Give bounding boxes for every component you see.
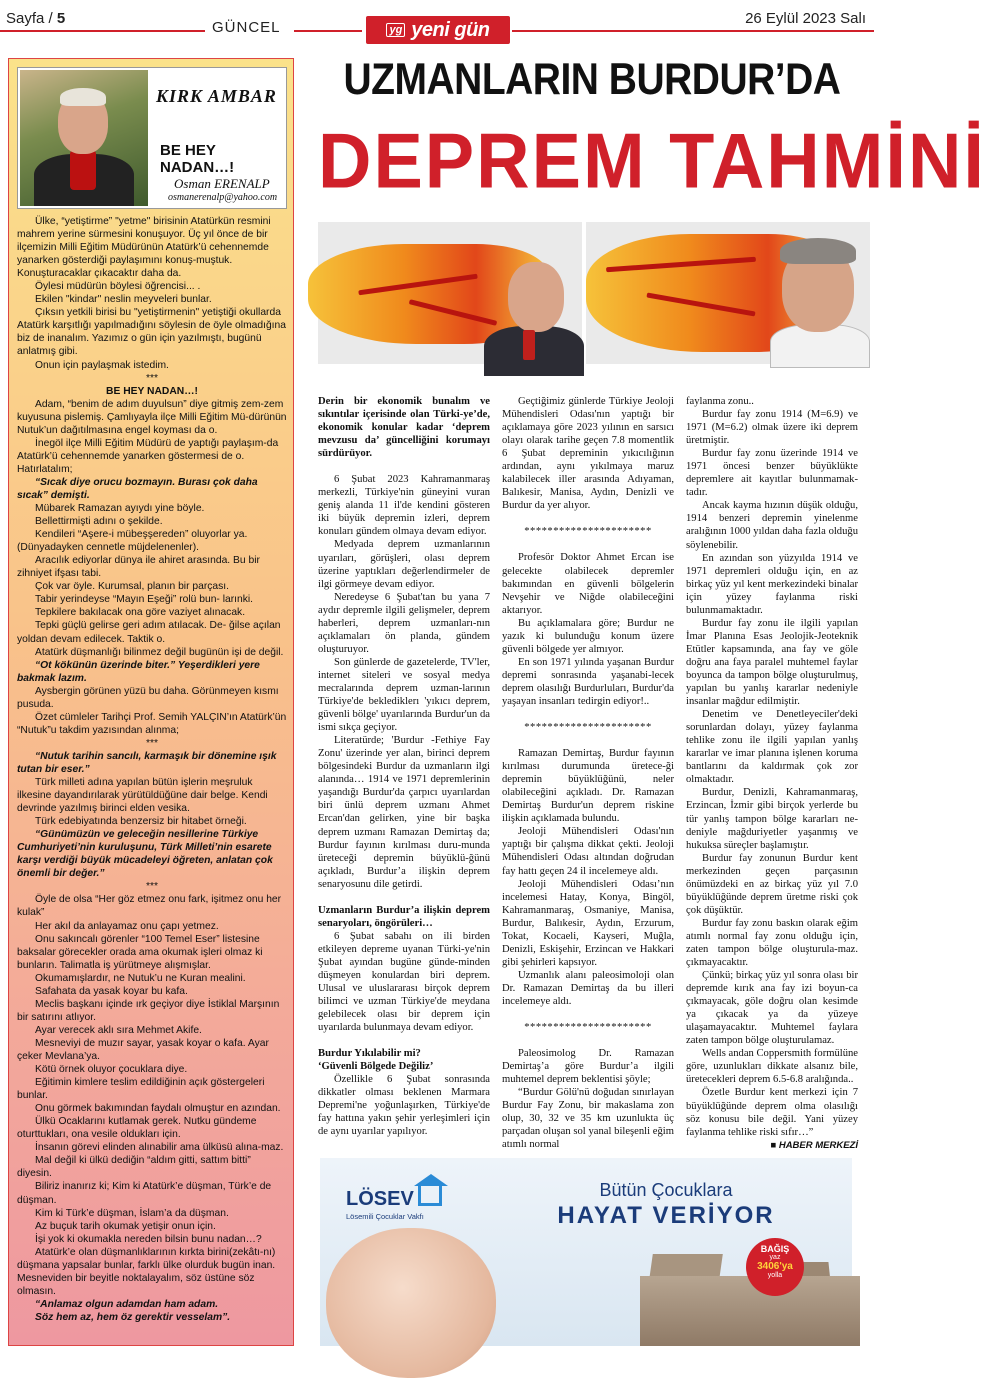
byline: ■ HABER MERKEZİ	[770, 1139, 858, 1151]
paragraph: “Ot kökünün üzerinde biter.” Yeşerdikleri yere bakmak lazım.	[17, 659, 260, 684]
paragraph: Kötü örnek oluyor çocuklara diye.	[35, 1064, 188, 1076]
author-email: osmanerenalp@yahoo.com	[168, 192, 278, 203]
paragraph	[502, 708, 674, 721]
article-column-3	[686, 395, 858, 1152]
paragraph: Medyada deprem uzmanlarının uyarıları, görüşleri, olası deprem üzerine yaptıkları değerlendirmeler de ilgi görmeye devam ediyor.	[318, 539, 490, 590]
page-number: Sayfa / 5	[6, 10, 66, 27]
paragraph: Onu görmek bakımından faydalı olmuştur en azından.	[35, 1103, 281, 1115]
fault-map-photo-right	[586, 222, 870, 364]
paragraph: En son 1971 yılında yaşanan Burdur depremi sonrasında yaşanabi-lecek deprem olasılığı Burdurluları, Burdur'da yaşayan insanları tedirgin ediyor!..	[502, 656, 674, 707]
logo-name: yeni gün	[411, 18, 490, 41]
column-title: BE HEY NADAN…!	[160, 142, 235, 176]
paragraph: Burdur fay zonu üzerinde 1914 ve 1971 öncesi benzer büyüklükte depremlere ait kayıtlar bulunmamak-tadır.	[686, 448, 858, 499]
paragraph: Çünkü; birkaç yüz yıl sonra olası bir depremde kırık ana fay izi boyun-ca çıkmayacak, göle doğru olan kesimde ya çıkacak ya da yüzeye ulaşamayacaktır. Muhtemel faylara zaten tampon bölge oluşturulamaz.	[686, 970, 858, 1047]
paragraph: Öyle de olsa “Her göz etmez onu fark, işitmez onu her kulak”	[17, 894, 282, 919]
paragraph: Neredeyse 6 Şubat'tan bu yana 7 aydır depremle ilgili gelişmeler, deprem haberleri, deprem uzmanları-nın açıklamaları ön planda, gündem oluşturuyor.	[318, 591, 490, 655]
paragraph: Mal değil ki ülkü dediğin “aldım gitti, sattım bitti” diyesin.	[17, 1155, 251, 1180]
paragraph: Ayar verecek aklı sıra Mehmet Akife.	[35, 1024, 202, 1036]
paragraph: Çıksın yetkili birisi bu "yetiştirmenin" yetiştiği okullarda Atatürk karşıtlığı yapılmadığını söylesin de öyle olmadığına biz de inanalım. Yazımız o gün için yazılmıştı, bugünü anlatmış gibi.	[17, 307, 287, 358]
paragraph: Kendileri “Aşere-i mübeşşereden” oluyorlar ya. (Dünyadayken cennetle müjdelenenler).	[17, 529, 248, 554]
paragraph: Türk milleti adına yapılan bütün işlerin meşruluk ilkesine dayandırılarak yürütüldüğüne dair belge. Kendi devrinde yazılmış birinci elden vesika.	[17, 777, 268, 815]
paragraph: **********************	[524, 1022, 652, 1034]
paragraph: Eğitimin kimlere teslim edildiğinin açık göstergeleri bunlar.	[17, 1077, 265, 1102]
paragraph: Atatürk düşmanlığı bilinmez değil bugünün işi de değil.	[35, 646, 284, 658]
paragraph: Özet cümleler Tarihçi Prof. Semih YALÇIN’ın Atatürk’ün “Nutuk”u takdim yazısından alınma;	[17, 711, 287, 736]
paragraph: Burdur fay zonunun Burdur kent merkezinden geçen parçasının önümüzdeki en az birkaç yüz yıl 7.0 büyüklüğünde deprem üretme riski çok çok düşüktür.	[686, 852, 858, 916]
paragraph: ***	[145, 372, 159, 384]
paragraph: Derin bir ekonomik bunalım ve sıkıntılar içerisinde olan Türki-ye’de, ekonomik konular kadar ‘deprem mevzusu da’ güncelliğini korumayı sürdürüyor.	[318, 396, 490, 460]
losev-advertisement	[320, 1158, 852, 1346]
paragraph: “Anlamaz olgun adamdan ham adam.	[35, 1298, 219, 1310]
paragraph: Onun için paylaşmak istedim.	[35, 359, 169, 371]
paragraph: **********************	[524, 526, 652, 538]
ad-slogan-1: Bütün Çocuklara	[599, 1180, 733, 1200]
author-name: Osman ERENALP	[174, 176, 270, 191]
paragraph: Burdur fay zonu baskın olarak eğim atımlı normal fay zonu olduğu için, zaten tampon bölge oluşturula-maz. çıkmayacaktır.	[686, 917, 858, 969]
paragraph: Jeoloji Mühendisleri Odası’nın incelemesi Hatay, Konya, Bingöl, Kahramanmaraş, Osmaniye, Manisa, Burdur, Balıkesir, Aydın, Erzurum, Tokat, Kocaeli, Kayseri, Muğla, Denizli, Eskişehir, Erzincan ve Hakkari gibi şehirleri kapsıyor.	[502, 878, 674, 968]
paragraph: ***	[145, 881, 159, 893]
paragraph: Bellettirmişti adını o şekilde.	[35, 516, 163, 528]
paragraph: Aracılık ediyorlar dünya ile ahiret arasında. Bu bir zihniyet ifşası tabi.	[17, 555, 260, 580]
paragraph: İnsanın görevi elinden alınabilir ama ülküsü alına-maz.	[35, 1142, 284, 1154]
paragraph: Biliriz inanırız ki; Kim ki Atatürk’e düşman, Türk’e de düşman.	[17, 1181, 272, 1206]
header-rule	[294, 30, 362, 32]
paragraph: Çok var öyle. Kurumsal, planın bir parçası.	[35, 581, 230, 593]
paragraph: BE HEY NADAN…!	[106, 385, 198, 397]
paragraph: faylanma zonu..	[686, 396, 754, 407]
paragraph: “Burdur Gölü'nü doğudan sınırlayan Burdur Fay Zonu, bir makaslama zon olup, 30, 32 ve 35 km uzunlukta üç parçadan oluşan sol yanal bileşenli eğim atımlı normal	[502, 1087, 674, 1151]
paragraph: Tepkilere bakılacak ona göre vaziyet alınacak.	[35, 607, 246, 619]
paragraph: Söz hem az, hem öz gerektir vesselam”.	[35, 1311, 231, 1323]
logo-mark: yg	[386, 23, 405, 37]
ad-brand-sub: Lösemili Çocuklar Vakfı	[346, 1212, 424, 1221]
paragraph: “Günümüzün ve geleceğin nesillerine Türkiye Cumhuriyeti’nin kuruluşunu, Türk Milleti’nin esarete karşı verdiği büyük mücadeleyi öğreten, anlatan çok önemli bir değer.”	[17, 829, 273, 880]
paragraph: Atatürk’e olan düşmanlıklarının kırkta birini(zekâtı-nı) düşmana yapsalar bunlar, farklı ülke olurduk bugün inan. Mesneviden bir beyitle noktalayalım, söz üstüne söz olmasın.	[17, 1246, 276, 1297]
paragraph	[318, 460, 490, 473]
paragraph: Türk edebiyatında benzersiz bir hitabet örneği.	[35, 816, 247, 828]
paragraph: Tepki güçlü gelirse geri adım atılacak. De- ğilse açılan yoldan devam edilecek. Taktik o.	[17, 620, 281, 645]
paragraph: Ülkü Ocaklarını kutlamak gerek. Nutku gündeme oturttukları, ona vesile oldukları için.	[17, 1116, 257, 1141]
author-box	[17, 67, 287, 209]
fault-map-photo-left	[318, 222, 582, 364]
ad-slogan-2: HAYAT VERİYOR	[557, 1202, 775, 1229]
paragraph	[502, 512, 674, 525]
paragraph: 6 Şubat sabahı on ili birden etkileyen depreme uyanan Türki-ye'nin Şubat ayından bugüne günde-minden düşmeyen konulardan biri deprem. Ulusal ve uluslararası birçok deprem bilimci ve uzman Türkiye'de meydana gelebilecek olası bir deprem için uyarılarda bulunmaya devam ediyor.	[318, 930, 490, 1034]
paragraph: En azından son yüzyılda 1914 ve 1971 depremleri olduğu için, en az birkaç yüz yıl kent merkezindeki binalar için yüzey faylanma riski bulunmamaktadır.	[686, 552, 858, 616]
paragraph: Öylesi müdürün böylesi öğrencisi... .	[35, 281, 201, 293]
paragraph: Özellikle 6 Şubat sonrasında dikkatler olması beklenen Marmara Depremi'ne yoğunlaşırken, Türkiye'de fay hattına yakın şehir yerleşimleri için de aynı uyarılar yapılıyor.	[318, 1074, 490, 1138]
subheading: Burdur Yıkılabilir mi?	[318, 1048, 421, 1060]
paragraph: Burdur, Denizli, Kahramanmaraş, Erzincan, İzmir gibi birçok yerlerde bu tür yanlış tampon bölge kararları ne- deniyle mağduriyetler yaşanmış ve hukuksa süreçler başlamıştır.	[686, 787, 858, 851]
paragraph: Mesneviyi de muzır sayar, yasak koyar o kafa. Ayar çeker Mevlana’ya.	[17, 1037, 269, 1062]
headline-main: DEPREM TAHMİNİ	[318, 116, 986, 205]
paragraph	[318, 891, 490, 904]
paragraph: Kim ki Türk’e düşman, İslam’a da düşman.	[35, 1207, 229, 1219]
subheading: ‘Güvenli Bölgede Değiliz’	[318, 1061, 434, 1073]
baby-image	[326, 1228, 496, 1378]
subheading: Uzmanların Burdur’a ilişkin deprem senaryoları, öngörüleri…	[318, 904, 490, 929]
paragraph: ***	[145, 737, 159, 749]
paragraph	[502, 538, 674, 551]
issue-date: 26 Eylül 2023 Salı	[745, 10, 866, 27]
column-body	[17, 215, 287, 1324]
paragraph: Jeoloji Mühendisleri Odası'nın yaptığı bir çalışma dikkat çekti. Jeoloji Mühendisleri Odası altından doğrudan fay hattı geçen 24 il incelemeye aldı.	[502, 826, 674, 877]
paragraph	[502, 734, 674, 747]
paragraph: Aysbergin görünen yüzü bu daha. Görünmeyen kısmı pusuda.	[17, 685, 279, 710]
paragraph: Tabir yerindeyse “Mayın Eşeği” rolü bun- larınki.	[35, 594, 254, 606]
paragraph: Wells andan Coppersmith formülüne göre, uzunlukları dikkate alsanız bile, üretecekleri deprem 6.5-6.8 aralığında..	[686, 1048, 858, 1086]
headline-top: UZMANLARIN BURDUR’DA	[343, 54, 841, 105]
paragraph: Okumamışlardır, ne Nutuk’u ne Kuran mealini.	[35, 972, 246, 984]
rubble-image	[640, 1276, 860, 1346]
paragraph: Ancak kayma hızının düşük olduğu, 1914 benzeri depremin yinelenme aralığının 1000 yıldan daha fazla olduğu söylenebilir.	[686, 500, 858, 551]
paragraph: Ekilen "kindar" neslin meyveleri bunlar.	[35, 294, 212, 306]
paragraph: Ramazan Demirtaş, Burdur fayının kırılması durumunda üretece-ği depremin büyüklüğünü, neler olabileceğini açıkladı. Dr. Ramazan Demirtaş Burdur'un deprem riskine ilişkin açıklamada bulundu.	[502, 748, 674, 825]
paragraph: Bu açıklamalara göre; Burdur ne yazık ki bulunduğu konum üzere güvenli bölgede yer almıyor.	[502, 617, 674, 655]
paragraph: Son günlerde de gazetelerde, TV'ler, internet siteleri ve sosyal medya mecralarında deprem uzman-larının Türkiye'de beklediklerı 'yıkıcı deprem, güvenli bölge' uyarılarında Burdur'un da ismi sıkça geçiyor.	[318, 656, 490, 734]
section-name: GÜNCEL	[212, 19, 281, 36]
article-column-1	[318, 395, 490, 1139]
paragraph: 6 Şubat 2023 Kahramanmaraş merkezli, Türkiye'nin güneyini vuran geniş alanda 11 il'de kendini gösteren iki büyük depremin izleri, deprem konuları gündem olmaya devam ediyor.	[318, 474, 490, 538]
paragraph: Az buçuk tarih okumak yetişir onun için.	[35, 1220, 216, 1232]
opinion-column	[8, 58, 294, 1346]
paragraph: “Nutuk tarihin sancılı, karmaşık bir dönemine ışık tutan bir eser.”	[17, 750, 277, 775]
paragraph: İşi yok ki okumakla nereden bilsin bunu nadan…?	[35, 1233, 262, 1245]
paragraph: Denetim ve Denetleyeciler'deki sorunlardan dolayı, yüzey faylanma tehlike zonu ile ilgili yapılan yanlış kararlar ve imar planına işlenen koruma bantlarını da kaldırmak çok zor olmaktadır.	[686, 709, 858, 786]
header-rule	[512, 30, 874, 32]
paragraph: Ülke, “yetiştirme” "yetme" birisinin Atatürkün resmini mahrem yerine sürmesini konuşuyor. Üç yıl önce de bir ilçemizin Milli Eğitim Müdürünün Atatürk’ü cehennemde yanarken gösterdiği paylaşımını konuş-muştuk. Konuşturacaklar çıkacaktır daha da.	[17, 216, 271, 280]
paragraph: Özetle Burdur kent merkezi için 7 büyüklüğünde deprem olma olasılığı söz konusu bile değil. Yani yüzey faylanma tehlike riski sıfır…”	[686, 1087, 858, 1138]
column-kicker: KIRK AMBAR	[156, 86, 277, 106]
paragraph	[502, 1034, 674, 1047]
paragraph: Profesör Doktor Ahmet Ercan ise gelecekte olabilecek depremler bakımından en güvenli bölgelerin Nevşehir ve Niğde olabileceğini aktarıyor.	[502, 552, 674, 616]
paragraph: Adam, “benim de adım duyulsun” diye gitmiş zem-zem kuyusuna pislemiş. Çamlıyayla ilçe Milli Eğitim Mü-dürünün Nutuk’un dağıtılmasına engel koyması da o.	[17, 398, 287, 436]
page-header	[0, 0, 874, 44]
paragraph: Uzmanlık alanı paleosimoloji olan Dr. Ramazan Demirtaş da bu illeri incelemeye aldı.	[502, 969, 674, 1007]
paragraph	[318, 1034, 490, 1047]
paragraph: **********************	[524, 722, 652, 734]
newspaper-logo	[366, 16, 510, 44]
paragraph: Paleosimolog Dr. Ramazan Demirtaş’a göre Burdur’a ilgili muhtemel deprem beklentisi şöyle;	[502, 1048, 674, 1086]
paragraph: Onu sakıncalı görenler “100 Temel Eser” listesine baksalar görecekler orada ama okumak işleri olmaz ki bunların. Talimatla iş yürütmeye alışmışlar.	[17, 933, 263, 971]
paragraph: Her akıl da anlayamaz onu çapı yetmez.	[35, 920, 219, 932]
ad-brand: LÖSEV	[346, 1188, 414, 1210]
author-photo	[20, 70, 148, 206]
donation-badge: BAĞIŞ yaz 3406'ya yolla	[746, 1238, 804, 1296]
paragraph: Burdur fay zonu 1914 (M=6.9) ve 1971 (M=6.2) olmak üzere iki deprem üretmiştir.	[686, 409, 858, 447]
paragraph: “Sıcak diye orucu bozmayın. Burası çok daha sıcak” demişti.	[17, 476, 258, 501]
paragraph: İnegöl ilçe Milli Eğitim Müdürü de yaptığı paylaşım-da Atatürk’ü cehennemde yanarken göstermesi de o. Hatırlatalım;	[17, 437, 279, 475]
article-column-2	[502, 395, 674, 1151]
paragraph: Mübarek Ramazan ayıydı yine böyle.	[35, 503, 205, 515]
paragraph: Safahata da yasak koyar bu kafa.	[35, 985, 188, 997]
paragraph: Geçtiğimiz günlerde Türkiye Jeoloji Mühendisleri Odası'nın yaptığı bir açıklamaya göre 2023 yılının en sarsıcı olayı olarak tarihe geçen 7.8 momentlik 6 Şubat depreminin yıkıcılığının ardından, aynı yıkılmaya maruz kalabilecek iller arasında Adıyaman, Balıkesir, Manisa, Aydın, Denizli ve Burdur da yer alıyor.	[502, 396, 674, 512]
paragraph: Burdur fay zonu ile ilgili yapılan İmar Planına Esas Jeolojik-Jeoteknik Etütler kapsamında, ana fay ve göle doğru ana faya paralel muhtemel faylar boyunca da tampon bölge oluşturulmuş, yapılan bu yanlış kararlar nedeniyle insanlar mağdur edilmiştir.	[686, 617, 858, 708]
paragraph: Literatürde; 'Burdur -Fethiye Fay Zonu' üzerinde yer alan, birinci deprem bölgesindeki Burdur da uzmanların ilgi alanında… 1914 ve 1971 depremlerinin yaşandığı Burdur'da çarpıcı uyarılardan biri ünlü deprem uzmanı Ahmet Ercan'dan gelirken, yine bir başka deprem uzmanı Ramazan Demirtaş da; Burdur fayının kırılması duru-munda üreteceği depremin büyüklü-ğünü açıkladı, Burdur’a ilişkin deprem senaryosunu dile getirdi.	[318, 735, 490, 890]
header-rule	[0, 30, 205, 32]
paragraph	[502, 1008, 674, 1021]
paragraph: Meclis başkanı içinde ırk geçiyor diye İstiklal Marşının bir satırını atlıyor.	[17, 998, 280, 1023]
